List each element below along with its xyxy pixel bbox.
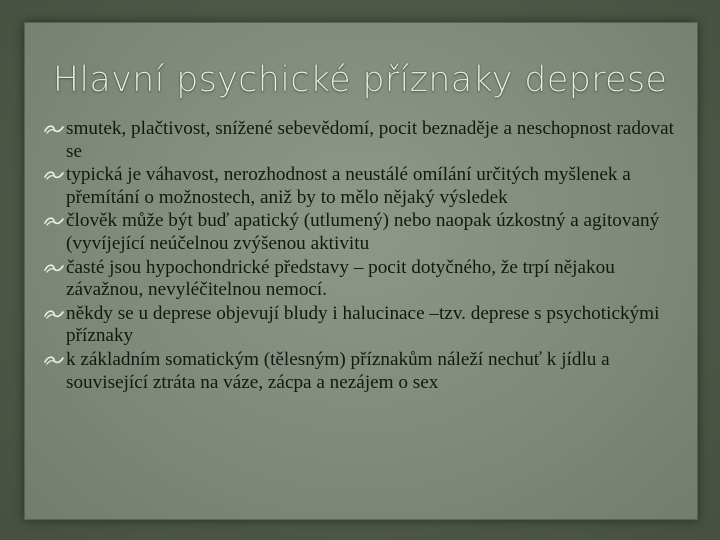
scroll-swirl-icon <box>44 262 64 274</box>
slide-title: Hlavní psychické příznaky deprese <box>52 60 668 100</box>
bullet-text: typická je váhavost, nerozhodnost a neustálé omílání určitých myšlenek a přemítání o možnostech, aniž by to mělo nějaký výsledek <box>66 164 631 208</box>
bullet-item-3 <box>44 210 684 255</box>
bullet-text: časté jsou hypochondrické představy – pocit dotyčného, že trpí nějakou závažnou, nevyléčitelnou nemocí. <box>66 256 615 301</box>
bullet-text: k základním somatickým (tělesným) příznakům náleží nechuť k jídlu a související ztráta na váze, zácpa a nezájem o sex <box>66 348 610 393</box>
bullet-text: člověk může být buď apatický (utlumený) nebo naopak úzkostný a agitovaný (vyvíjející neúčelnou zvýšenou aktivitu <box>66 210 660 254</box>
bullet-list <box>44 118 684 395</box>
bullet-item-6 <box>44 349 684 394</box>
bullet-item-2 <box>44 164 684 209</box>
bullet-item-1 <box>44 118 684 163</box>
scroll-swirl-icon <box>44 308 64 320</box>
scroll-swirl-icon <box>44 123 64 135</box>
scroll-swirl-icon <box>44 169 64 181</box>
scroll-swirl-icon <box>44 215 64 227</box>
bullet-item-5 <box>44 303 684 348</box>
bullet-text: smutek, plačtivost, snížené sebevědomí, pocit beznaděje a neschopnost radovat se <box>66 118 674 162</box>
bullet-text: někdy se u deprese objevují bludy i halucinace –tzv. deprese s psychotickými příznaky <box>66 302 660 347</box>
scroll-swirl-icon <box>44 354 64 366</box>
bullet-item-4 <box>44 257 684 302</box>
